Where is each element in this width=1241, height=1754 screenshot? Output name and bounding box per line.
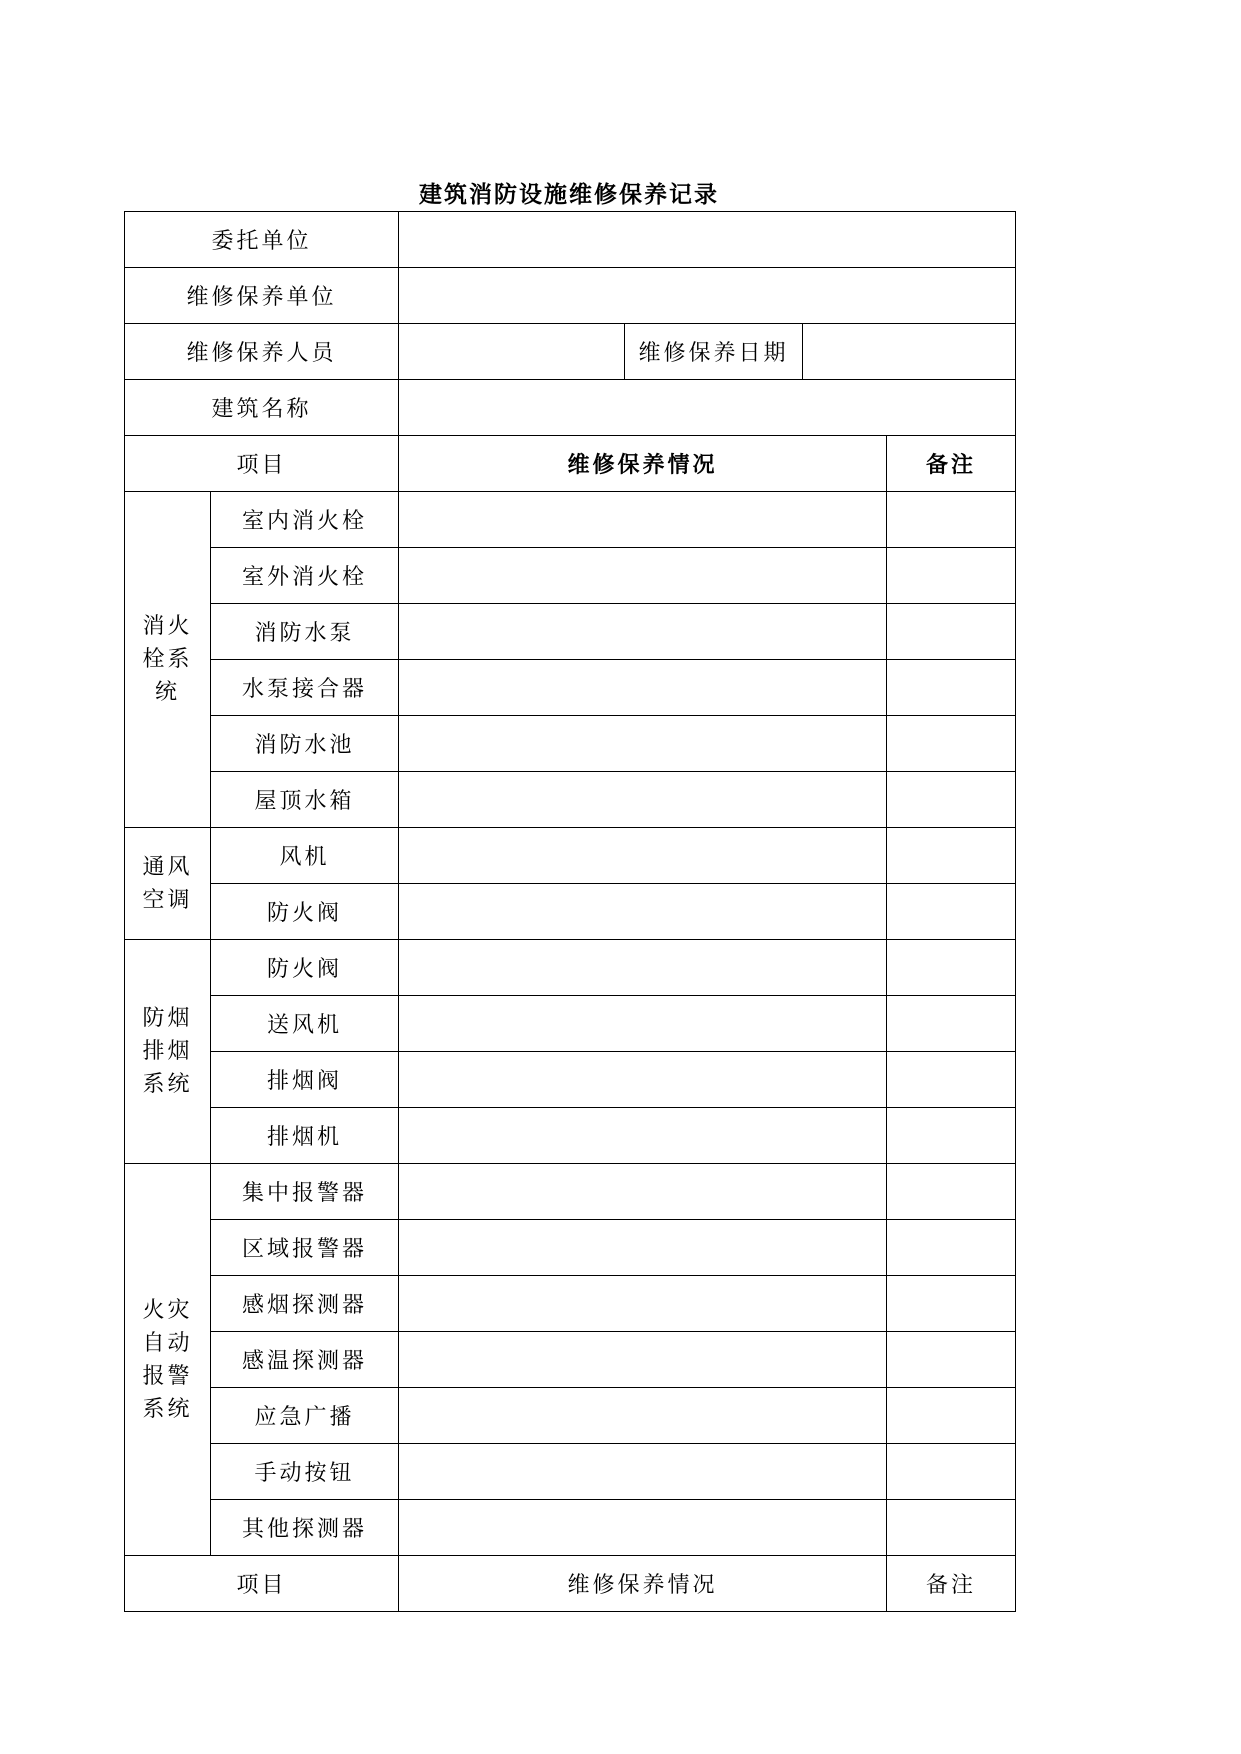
table-row xyxy=(125,1500,1016,1556)
table-row xyxy=(125,1444,1016,1500)
item-label: 室外消火栓 xyxy=(211,548,399,604)
remark-cell[interactable] xyxy=(887,1220,1016,1276)
maintainer-label: 维修保养单位 xyxy=(125,268,399,324)
personnel-label: 维修保养人员 xyxy=(125,324,399,380)
remark-cell[interactable] xyxy=(887,1052,1016,1108)
status-cell[interactable] xyxy=(399,772,887,828)
status-cell[interactable] xyxy=(399,1444,887,1500)
status-cell[interactable] xyxy=(399,828,887,884)
item-label: 屋顶水箱 xyxy=(211,772,399,828)
table-row xyxy=(125,1108,1016,1164)
item-label: 风机 xyxy=(211,828,399,884)
category-hydrant-system: 消火 栓系 统 xyxy=(125,492,211,828)
table-row xyxy=(125,1164,1016,1220)
status-cell[interactable] xyxy=(399,716,887,772)
remark-cell[interactable] xyxy=(887,940,1016,996)
remark-cell[interactable] xyxy=(887,604,1016,660)
category-smoke-control-system: 防烟 排烟 系统 xyxy=(125,940,211,1164)
document-title: 建筑消防设施维修保养记录 xyxy=(419,181,719,208)
remark-cell[interactable] xyxy=(887,1276,1016,1332)
status-cell[interactable] xyxy=(399,604,887,660)
remark-cell[interactable] xyxy=(887,1108,1016,1164)
remark-cell[interactable] xyxy=(887,548,1016,604)
maintainer-field[interactable] xyxy=(399,268,1016,324)
table-row xyxy=(125,1276,1016,1332)
category-hvac: 通风 空调 xyxy=(125,828,211,940)
remark-cell[interactable] xyxy=(887,1332,1016,1388)
remark-cell[interactable] xyxy=(887,716,1016,772)
table-row xyxy=(125,1052,1016,1108)
status-cell[interactable] xyxy=(399,1388,887,1444)
status-cell[interactable] xyxy=(399,1332,887,1388)
info-row-personnel-date xyxy=(125,324,1016,380)
item-label: 排烟机 xyxy=(211,1108,399,1164)
item-label: 区域报警器 xyxy=(211,1220,399,1276)
item-label: 手动按钮 xyxy=(211,1444,399,1500)
item-label: 消防水泵 xyxy=(211,604,399,660)
client-label: 委托单位 xyxy=(125,212,399,268)
remark-cell[interactable] xyxy=(887,884,1016,940)
status-cell[interactable] xyxy=(399,1220,887,1276)
remark-cell[interactable] xyxy=(887,772,1016,828)
status-cell[interactable] xyxy=(399,492,887,548)
header-remark: 备注 xyxy=(887,436,1016,492)
remark-cell[interactable] xyxy=(887,996,1016,1052)
table-row xyxy=(125,1220,1016,1276)
table-footer-row xyxy=(125,1556,1016,1612)
client-field[interactable] xyxy=(399,212,1016,268)
category-fire-alarm-system: 火灾 自动 报警 系统 xyxy=(125,1164,211,1556)
status-cell[interactable] xyxy=(399,996,887,1052)
status-cell[interactable] xyxy=(399,1500,887,1556)
table-row xyxy=(125,828,1016,884)
personnel-field[interactable] xyxy=(399,324,625,380)
status-cell[interactable] xyxy=(399,660,887,716)
table-row xyxy=(125,604,1016,660)
info-row-building xyxy=(125,380,1016,436)
status-cell[interactable] xyxy=(399,548,887,604)
info-row-maintainer xyxy=(125,268,1016,324)
remark-cell[interactable] xyxy=(887,1444,1016,1500)
header-status: 维修保养情况 xyxy=(399,436,887,492)
item-label: 其他探测器 xyxy=(211,1500,399,1556)
table-row xyxy=(125,884,1016,940)
remark-cell[interactable] xyxy=(887,1500,1016,1556)
info-row-client xyxy=(125,212,1016,268)
header-item: 项目 xyxy=(125,436,399,492)
remark-cell[interactable] xyxy=(887,492,1016,548)
item-label: 防火阀 xyxy=(211,940,399,996)
table-header-row xyxy=(125,436,1016,492)
table-row xyxy=(125,1388,1016,1444)
table-row xyxy=(125,548,1016,604)
building-label: 建筑名称 xyxy=(125,380,399,436)
status-cell[interactable] xyxy=(399,884,887,940)
date-label: 维修保养日期 xyxy=(625,324,803,380)
item-label: 水泵接合器 xyxy=(211,660,399,716)
item-label: 应急广播 xyxy=(211,1388,399,1444)
footer-item: 项目 xyxy=(125,1556,399,1612)
item-label: 防火阀 xyxy=(211,884,399,940)
item-label: 感温探测器 xyxy=(211,1332,399,1388)
remark-cell[interactable] xyxy=(887,1164,1016,1220)
table-row xyxy=(125,660,1016,716)
building-field[interactable] xyxy=(399,380,1016,436)
remark-cell[interactable] xyxy=(887,660,1016,716)
status-cell[interactable] xyxy=(399,1164,887,1220)
footer-status: 维修保养情况 xyxy=(399,1556,887,1612)
table-row xyxy=(125,996,1016,1052)
date-field[interactable] xyxy=(803,324,1016,380)
item-label: 感烟探测器 xyxy=(211,1276,399,1332)
item-label: 室内消火栓 xyxy=(211,492,399,548)
item-label: 排烟阀 xyxy=(211,1052,399,1108)
item-label: 集中报警器 xyxy=(211,1164,399,1220)
table-row xyxy=(125,716,1016,772)
status-cell[interactable] xyxy=(399,1108,887,1164)
maintenance-record-table xyxy=(124,211,1016,1612)
status-cell[interactable] xyxy=(399,940,887,996)
table-row xyxy=(125,772,1016,828)
status-cell[interactable] xyxy=(399,1052,887,1108)
remark-cell[interactable] xyxy=(887,828,1016,884)
status-cell[interactable] xyxy=(399,1276,887,1332)
item-label: 送风机 xyxy=(211,996,399,1052)
table-row xyxy=(125,1332,1016,1388)
item-label: 消防水池 xyxy=(211,716,399,772)
footer-remark: 备注 xyxy=(887,1556,1016,1612)
table-row xyxy=(125,940,1016,996)
table-row xyxy=(125,492,1016,548)
remark-cell[interactable] xyxy=(887,1388,1016,1444)
